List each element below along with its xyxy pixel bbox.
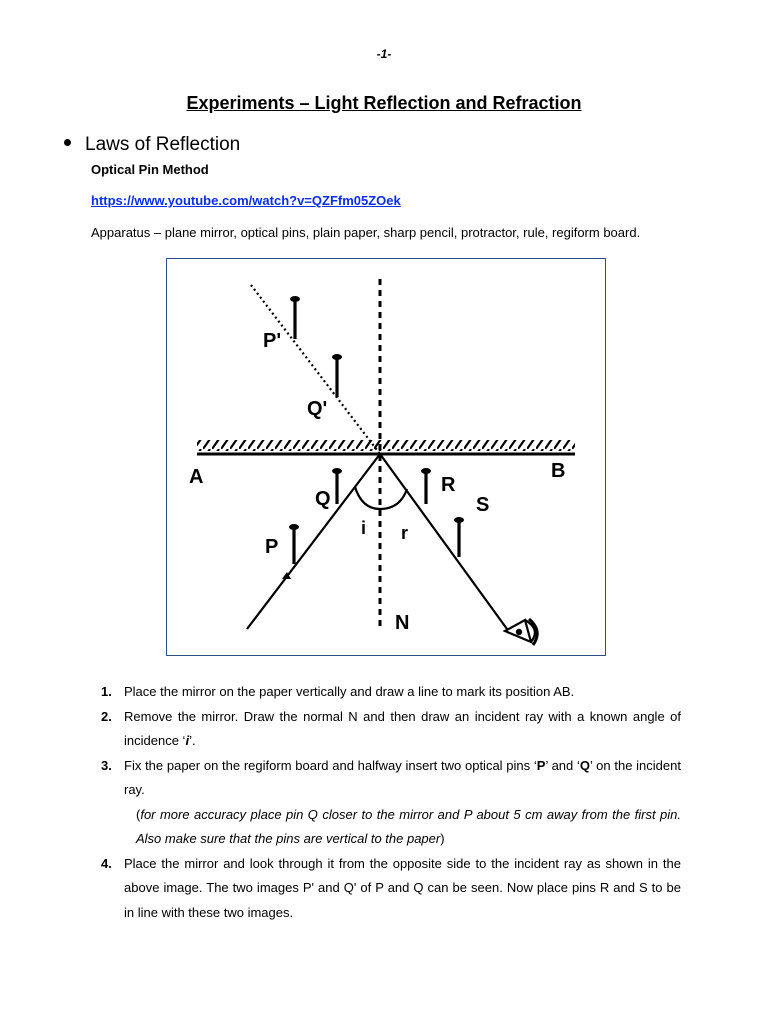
step-text [124, 754, 681, 803]
step-item [91, 680, 681, 705]
accuracy-note-text: for more accuracy place pin Q closer to the mirror and P about 5 cm away from the first pin. Also make sure that the pins are vertical to the paper [136, 806, 681, 846]
section-heading [64, 134, 240, 156]
diagram-svg [167, 259, 607, 657]
step-text-part: ’ and ‘ [545, 757, 580, 773]
label-q-image: Q' [307, 398, 328, 420]
step-item [91, 852, 681, 926]
pin-q-image [332, 354, 342, 397]
angle-r-arc [380, 489, 407, 509]
step-text [124, 705, 681, 754]
label-angle-i: i [361, 518, 367, 538]
pin-p-image [290, 296, 300, 339]
label-n: N [395, 612, 410, 634]
step-text-part: Fix the paper on the regiform board and halfway insert two optical pins ‘ [124, 757, 537, 773]
video-link[interactable]: https://www.youtube.com/watch?v=QZFfm05ZOek [91, 193, 401, 208]
label-b: B [551, 460, 566, 482]
page-number: -1- [376, 47, 392, 61]
label-s: S [476, 494, 490, 516]
angle-i-arc [355, 487, 380, 509]
step-item [91, 754, 681, 852]
pin-name-p: P [536, 757, 546, 773]
step-text: Place the mirror and look through it from the opposite side to the incident ray as shown in the above image. The two images P' and Q' of P and Q can be seen. Now place pins R and S to be in line with these two images. [124, 855, 681, 920]
step-number: 4. [101, 855, 112, 871]
bullet-icon [64, 139, 71, 146]
pin-q [332, 468, 342, 504]
step-number: 3. [101, 757, 112, 773]
step-text: Place the mirror on the paper vertically and draw a line to mark its position AB. [124, 684, 575, 699]
pin-r [421, 468, 431, 504]
accuracy-note: (for more accuracy place pin Q closer to the mirror and P about 5 cm away from the first pin. Also make sure that the pins are vertical to the paper) [136, 806, 681, 846]
step-text-part: ’. [189, 733, 196, 748]
step-item [91, 705, 681, 754]
image-ray-dotted [251, 285, 380, 454]
label-q: Q [315, 488, 331, 510]
step-number: 1. [101, 684, 112, 699]
mirror-hatching [197, 440, 575, 451]
method-subheading: Optical Pin Method [91, 162, 209, 177]
step-text-part: Remove the mirror. Draw the normal N and then draw an incident ray with a known angle of incidence ‘ [124, 708, 681, 748]
angle-symbol-i: i [185, 733, 190, 748]
apparatus-text: Apparatus – plane mirror, optical pins, plain paper, sharp pencil, protractor, rule, regiform board. [91, 225, 641, 240]
page-title: Experiments – Light Reflection and Refraction [186, 93, 582, 113]
label-angle-r: r [401, 523, 409, 543]
label-r: R [441, 474, 456, 496]
procedure-steps [91, 680, 681, 925]
label-p-image: P' [263, 330, 282, 352]
step-text-part: ’ on the incident ray. [124, 757, 681, 797]
step-number: 2. [101, 708, 112, 724]
label-a: A [189, 466, 204, 488]
pin-name-q: Q [579, 757, 591, 773]
label-p: P [265, 536, 279, 558]
reflection-diagram [166, 258, 606, 656]
eye-icon [505, 619, 537, 645]
section-heading-text: Laws of Reflection [85, 134, 241, 155]
pin-s [454, 517, 464, 557]
pin-p [289, 524, 299, 564]
